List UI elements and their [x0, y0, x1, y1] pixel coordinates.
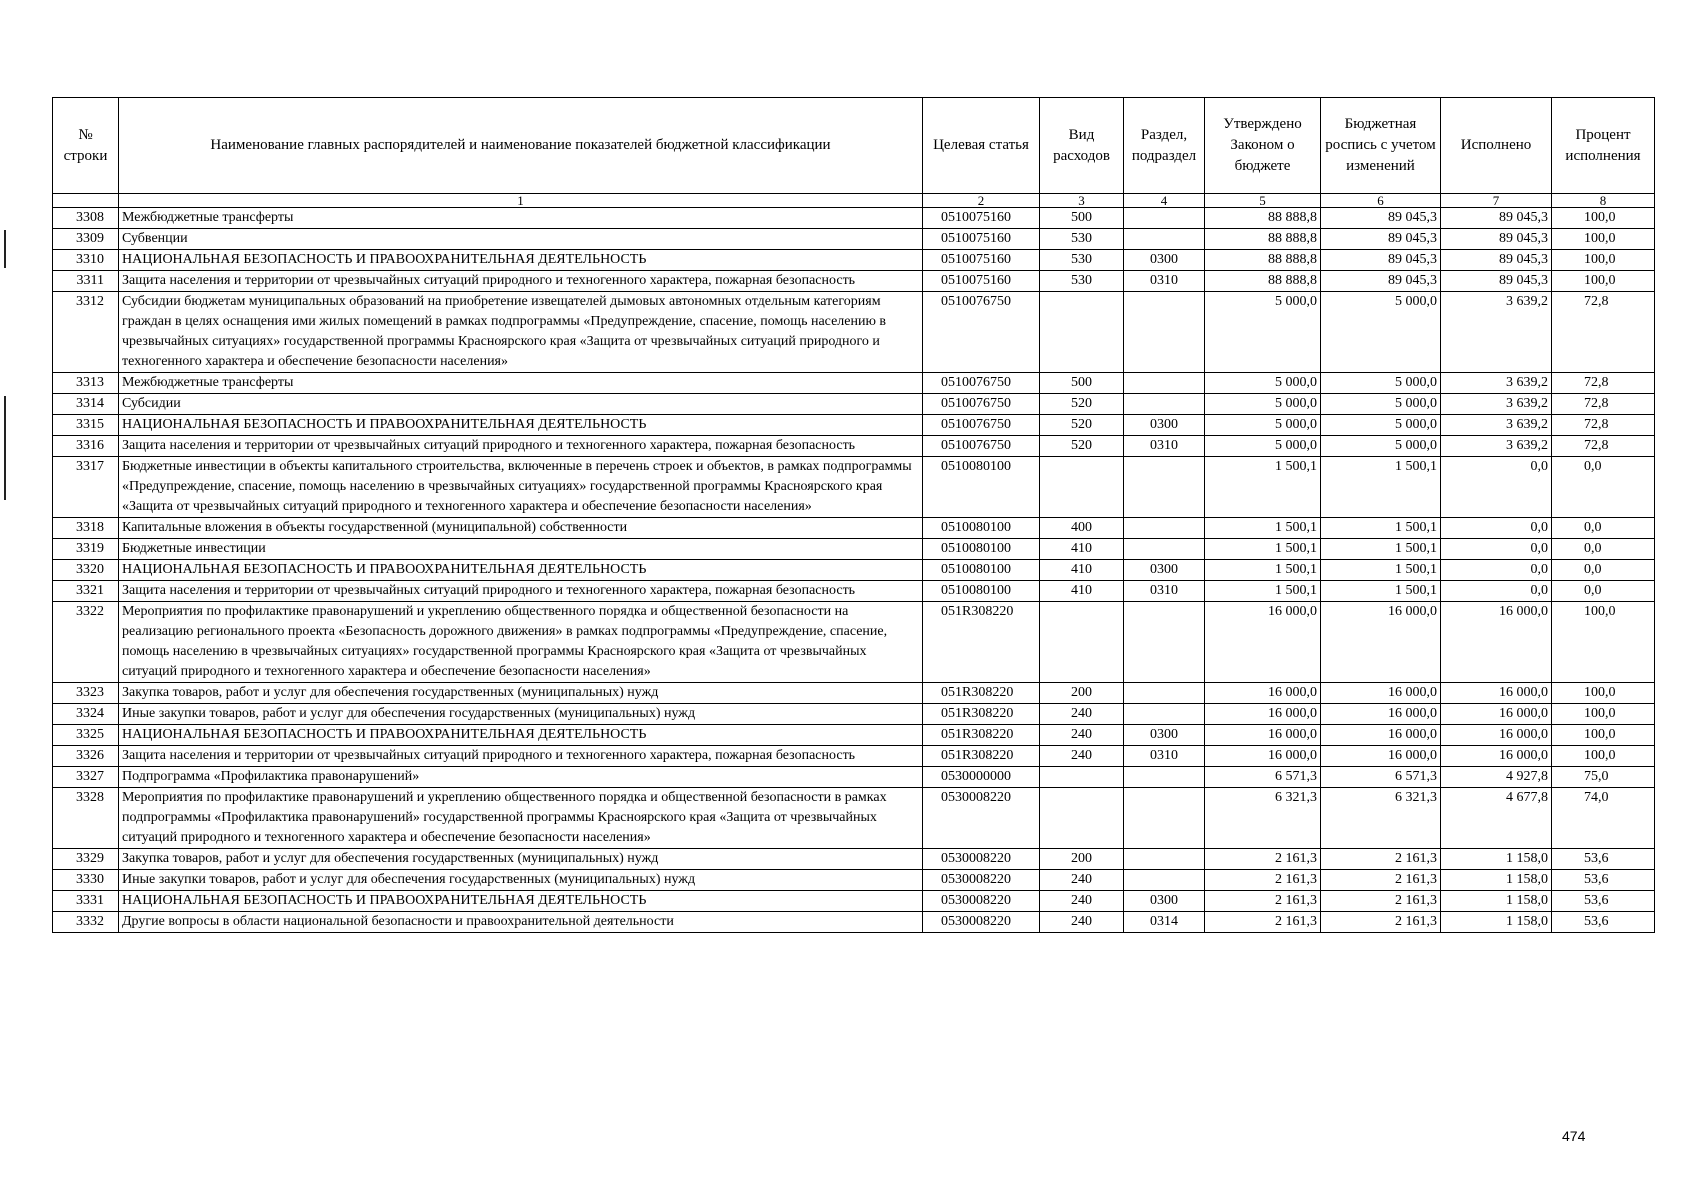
execution-percent: 100,0: [1552, 229, 1655, 250]
section-code: 0300: [1124, 250, 1205, 271]
section-code: [1124, 457, 1205, 518]
roster-amount: 89 045,3: [1321, 208, 1441, 229]
expense-type-code: 520: [1040, 415, 1124, 436]
expense-type-code: [1040, 788, 1124, 849]
executed-amount: 3 639,2: [1441, 292, 1552, 373]
table-row: [53, 229, 1655, 250]
approved-amount: 88 888,8: [1205, 250, 1321, 271]
approved-amount: 16 000,0: [1205, 602, 1321, 683]
section-code: 0314: [1124, 912, 1205, 933]
table-row: [53, 394, 1655, 415]
expense-type-code: 530: [1040, 271, 1124, 292]
executed-amount: 3 639,2: [1441, 373, 1552, 394]
execution-percent: 0,0: [1552, 539, 1655, 560]
approved-amount: 2 161,3: [1205, 912, 1321, 933]
table-row: [53, 581, 1655, 602]
section-code: [1124, 602, 1205, 683]
row-number: 3330: [53, 870, 119, 891]
executed-amount: 89 045,3: [1441, 250, 1552, 271]
header-executed: Исполнено: [1441, 98, 1552, 194]
header-percent: Процент исполнения: [1552, 98, 1655, 194]
executed-amount: 4 677,8: [1441, 788, 1552, 849]
expense-type-code: [1040, 457, 1124, 518]
indicator-name: Капитальные вложения в объекты государственной (муниципальной) собственности: [119, 518, 923, 539]
section-code: [1124, 788, 1205, 849]
execution-percent: 100,0: [1552, 208, 1655, 229]
approved-amount: 2 161,3: [1205, 849, 1321, 870]
table-row: [53, 746, 1655, 767]
indicator-name: НАЦИОНАЛЬНАЯ БЕЗОПАСНОСТЬ И ПРАВООХРАНИТЕЛЬНАЯ ДЕЯТЕЛЬНОСТЬ: [119, 725, 923, 746]
approved-amount: 88 888,8: [1205, 271, 1321, 292]
roster-amount: 5 000,0: [1321, 436, 1441, 457]
execution-percent: 72,8: [1552, 292, 1655, 373]
roster-amount: 2 161,3: [1321, 891, 1441, 912]
scan-edge-mark: [4, 230, 6, 268]
indicator-name: Иные закупки товаров, работ и услуг для обеспечения государственных (муниципальных) нужд: [119, 704, 923, 725]
header-budget-roster: Бюджетная роспись с учетом изменений: [1321, 98, 1441, 194]
column-number: [53, 194, 119, 208]
execution-percent: 100,0: [1552, 746, 1655, 767]
execution-percent: 100,0: [1552, 683, 1655, 704]
column-number: 8: [1552, 194, 1655, 208]
row-number: 3322: [53, 602, 119, 683]
target-article-code: 051R308220: [923, 746, 1040, 767]
section-code: 0310: [1124, 436, 1205, 457]
row-number: 3326: [53, 746, 119, 767]
row-number: 3317: [53, 457, 119, 518]
indicator-name: Субсидии бюджетам муниципальных образований на приобретение извещателей дымовых автономных отдельным категориям граждан в целях оснащения ими жилых помещений в рамках подпрограммы «Предупреждение, спасение, помощь населению в чрезвычайных ситуациях» государственной программы Красноярского края «Защита от чрезвычайных ситуаций природного и техногенного характера и обеспечение безопасности населения»: [119, 292, 923, 373]
row-number: 3320: [53, 560, 119, 581]
row-number: 3308: [53, 208, 119, 229]
target-article-code: 0510075160: [923, 229, 1040, 250]
execution-percent: 53,6: [1552, 912, 1655, 933]
indicator-name: Субсидии: [119, 394, 923, 415]
section-code: 0310: [1124, 581, 1205, 602]
budget-execution-table: [52, 97, 1655, 933]
target-article-code: 051R308220: [923, 683, 1040, 704]
table-row: [53, 891, 1655, 912]
expense-type-code: 240: [1040, 912, 1124, 933]
table-header-row: [53, 98, 1655, 194]
expense-type-code: 500: [1040, 208, 1124, 229]
executed-amount: 16 000,0: [1441, 725, 1552, 746]
expense-type-code: [1040, 767, 1124, 788]
header-target-article: Целевая статья: [923, 98, 1040, 194]
target-article-code: 0510076750: [923, 415, 1040, 436]
execution-percent: 53,6: [1552, 891, 1655, 912]
execution-percent: 53,6: [1552, 849, 1655, 870]
execution-percent: 72,8: [1552, 436, 1655, 457]
approved-amount: 6 571,3: [1205, 767, 1321, 788]
table-row: [53, 725, 1655, 746]
indicator-name: Мероприятия по профилактике правонарушений и укреплению общественного порядка и общественной безопасности на реализацию регионального проекта «Безопасность дорожного движения» в рамках подпрограммы «Предупреждение, спасение, помощь населению в чрезвычайных ситуациях» государственной программы Красноярского края «Защита от чрезвычайных ситуаций природного и техногенного характера и обеспечение безопасности населения»: [119, 602, 923, 683]
approved-amount: 16 000,0: [1205, 746, 1321, 767]
scan-edge-mark: [4, 396, 6, 500]
indicator-name: Иные закупки товаров, работ и услуг для обеспечения государственных (муниципальных) нужд: [119, 870, 923, 891]
section-code: [1124, 683, 1205, 704]
row-number: 3309: [53, 229, 119, 250]
indicator-name: Защита населения и территории от чрезвычайных ситуаций природного и техногенного характера, пожарная безопасность: [119, 746, 923, 767]
row-number: 3332: [53, 912, 119, 933]
table-row: [53, 208, 1655, 229]
indicator-name: Защита населения и территории от чрезвычайных ситуаций природного и техногенного характера, пожарная безопасность: [119, 436, 923, 457]
row-number: 3323: [53, 683, 119, 704]
executed-amount: 89 045,3: [1441, 229, 1552, 250]
table-row: [53, 457, 1655, 518]
target-article-code: 051R308220: [923, 602, 1040, 683]
table-row: [53, 415, 1655, 436]
approved-amount: 1 500,1: [1205, 539, 1321, 560]
executed-amount: 89 045,3: [1441, 208, 1552, 229]
approved-amount: 88 888,8: [1205, 208, 1321, 229]
row-number: 3324: [53, 704, 119, 725]
execution-percent: 0,0: [1552, 581, 1655, 602]
row-number: 3331: [53, 891, 119, 912]
indicator-name: НАЦИОНАЛЬНАЯ БЕЗОПАСНОСТЬ И ПРАВООХРАНИТЕЛЬНАЯ ДЕЯТЕЛЬНОСТЬ: [119, 415, 923, 436]
indicator-name: НАЦИОНАЛЬНАЯ БЕЗОПАСНОСТЬ И ПРАВООХРАНИТЕЛЬНАЯ ДЕЯТЕЛЬНОСТЬ: [119, 250, 923, 271]
table-row: [53, 292, 1655, 373]
target-article-code: 0510075160: [923, 250, 1040, 271]
row-number: 3329: [53, 849, 119, 870]
roster-amount: 5 000,0: [1321, 394, 1441, 415]
column-number: 1: [119, 194, 923, 208]
indicator-name: Межбюджетные трансферты: [119, 373, 923, 394]
table-row: [53, 788, 1655, 849]
header-name: Наименование главных распорядителей и наименование показателей бюджетной классификации: [119, 98, 923, 194]
expense-type-code: 240: [1040, 704, 1124, 725]
execution-percent: 100,0: [1552, 602, 1655, 683]
section-code: 0300: [1124, 891, 1205, 912]
table-row: [53, 602, 1655, 683]
table-row: [53, 560, 1655, 581]
indicator-name: Межбюджетные трансферты: [119, 208, 923, 229]
expense-type-code: 410: [1040, 581, 1124, 602]
target-article-code: 0530008220: [923, 912, 1040, 933]
execution-percent: 75,0: [1552, 767, 1655, 788]
target-article-code: 0510076750: [923, 436, 1040, 457]
roster-amount: 6 571,3: [1321, 767, 1441, 788]
table-row: [53, 271, 1655, 292]
roster-amount: 2 161,3: [1321, 870, 1441, 891]
roster-amount: 89 045,3: [1321, 271, 1441, 292]
section-code: [1124, 394, 1205, 415]
executed-amount: 16 000,0: [1441, 683, 1552, 704]
approved-amount: 5 000,0: [1205, 373, 1321, 394]
roster-amount: 1 500,1: [1321, 539, 1441, 560]
roster-amount: 16 000,0: [1321, 725, 1441, 746]
section-code: 0310: [1124, 746, 1205, 767]
expense-type-code: 410: [1040, 539, 1124, 560]
executed-amount: 0,0: [1441, 581, 1552, 602]
table-row: [53, 704, 1655, 725]
expense-type-code: [1040, 602, 1124, 683]
expense-type-code: 500: [1040, 373, 1124, 394]
target-article-code: 0530008220: [923, 788, 1040, 849]
approved-amount: 1 500,1: [1205, 560, 1321, 581]
header-section: Раздел, подраздел: [1124, 98, 1205, 194]
column-number: 5: [1205, 194, 1321, 208]
roster-amount: 1 500,1: [1321, 560, 1441, 581]
approved-amount: 16 000,0: [1205, 683, 1321, 704]
approved-amount: 5 000,0: [1205, 436, 1321, 457]
executed-amount: 1 158,0: [1441, 870, 1552, 891]
approved-amount: 16 000,0: [1205, 704, 1321, 725]
table-row: [53, 539, 1655, 560]
section-code: [1124, 870, 1205, 891]
roster-amount: 5 000,0: [1321, 292, 1441, 373]
executed-amount: 3 639,2: [1441, 436, 1552, 457]
indicator-name: Защита населения и территории от чрезвычайных ситуаций природного и техногенного характера, пожарная безопасность: [119, 271, 923, 292]
approved-amount: 88 888,8: [1205, 229, 1321, 250]
section-code: [1124, 229, 1205, 250]
executed-amount: 0,0: [1441, 539, 1552, 560]
execution-percent: 100,0: [1552, 704, 1655, 725]
target-article-code: 0530000000: [923, 767, 1040, 788]
executed-amount: 16 000,0: [1441, 704, 1552, 725]
executed-amount: 3 639,2: [1441, 394, 1552, 415]
table-row: [53, 373, 1655, 394]
indicator-name: Бюджетные инвестиции в объекты капитального строительства, включенные в перечень строек и объектов, в рамках подпрограммы «Предупреждение, спасение, помощь населению в чрезвычайных ситуациях» государственной программы Красноярского края «Защита от чрезвычайных ситуаций природного и техногенного характера и обеспечение безопасности населения»: [119, 457, 923, 518]
execution-percent: 0,0: [1552, 518, 1655, 539]
executed-amount: 89 045,3: [1441, 271, 1552, 292]
table-row: [53, 767, 1655, 788]
execution-percent: 72,8: [1552, 415, 1655, 436]
roster-amount: 2 161,3: [1321, 912, 1441, 933]
section-code: [1124, 539, 1205, 560]
indicator-name: Мероприятия по профилактике правонарушений и укреплению общественного порядка и общественной безопасности в рамках подпрограммы «Профилактика правонарушений» государственной программы Красноярского края «Защита от чрезвычайных ситуаций природного и техногенного характера и обеспечение безопасности населения»: [119, 788, 923, 849]
row-number: 3311: [53, 271, 119, 292]
section-code: [1124, 208, 1205, 229]
approved-amount: 2 161,3: [1205, 891, 1321, 912]
executed-amount: 1 158,0: [1441, 891, 1552, 912]
execution-percent: 100,0: [1552, 250, 1655, 271]
section-code: 0300: [1124, 415, 1205, 436]
roster-amount: 1 500,1: [1321, 518, 1441, 539]
executed-amount: 0,0: [1441, 518, 1552, 539]
section-code: [1124, 849, 1205, 870]
indicator-name: НАЦИОНАЛЬНАЯ БЕЗОПАСНОСТЬ И ПРАВООХРАНИТЕЛЬНАЯ ДЕЯТЕЛЬНОСТЬ: [119, 560, 923, 581]
column-number-row: [53, 194, 1655, 208]
expense-type-code: 520: [1040, 436, 1124, 457]
row-number: 3314: [53, 394, 119, 415]
indicator-name: Субвенции: [119, 229, 923, 250]
header-expense-type: Вид расходов: [1040, 98, 1124, 194]
executed-amount: 0,0: [1441, 560, 1552, 581]
executed-amount: 4 927,8: [1441, 767, 1552, 788]
expense-type-code: 240: [1040, 725, 1124, 746]
roster-amount: 16 000,0: [1321, 602, 1441, 683]
section-code: 0310: [1124, 271, 1205, 292]
column-number: 4: [1124, 194, 1205, 208]
roster-amount: 1 500,1: [1321, 457, 1441, 518]
expense-type-code: 530: [1040, 229, 1124, 250]
roster-amount: 89 045,3: [1321, 250, 1441, 271]
roster-amount: 5 000,0: [1321, 373, 1441, 394]
execution-percent: 0,0: [1552, 560, 1655, 581]
approved-amount: 6 321,3: [1205, 788, 1321, 849]
page-number: 474: [1562, 1128, 1586, 1144]
indicator-name: Бюджетные инвестиции: [119, 539, 923, 560]
expense-type-code: 410: [1040, 560, 1124, 581]
section-code: [1124, 704, 1205, 725]
approved-amount: 1 500,1: [1205, 518, 1321, 539]
execution-percent: 74,0: [1552, 788, 1655, 849]
row-number: 3310: [53, 250, 119, 271]
expense-type-code: 200: [1040, 849, 1124, 870]
expense-type-code: 400: [1040, 518, 1124, 539]
roster-amount: 1 500,1: [1321, 581, 1441, 602]
row-number: 3315: [53, 415, 119, 436]
section-code: 0300: [1124, 560, 1205, 581]
target-article-code: 051R308220: [923, 704, 1040, 725]
expense-type-code: 240: [1040, 746, 1124, 767]
roster-amount: 16 000,0: [1321, 704, 1441, 725]
indicator-name: Закупка товаров, работ и услуг для обеспечения государственных (муниципальных) нужд: [119, 849, 923, 870]
row-number: 3327: [53, 767, 119, 788]
table-row: [53, 518, 1655, 539]
target-article-code: 0510080100: [923, 518, 1040, 539]
executed-amount: 3 639,2: [1441, 415, 1552, 436]
target-article-code: 0530008220: [923, 870, 1040, 891]
indicator-name: Другие вопросы в области национальной безопасности и правоохранительной деятельности: [119, 912, 923, 933]
target-article-code: 0510076750: [923, 292, 1040, 373]
execution-percent: 72,8: [1552, 373, 1655, 394]
column-number: 3: [1040, 194, 1124, 208]
row-number: 3319: [53, 539, 119, 560]
expense-type-code: [1040, 292, 1124, 373]
column-number: 2: [923, 194, 1040, 208]
row-number: 3312: [53, 292, 119, 373]
roster-amount: 6 321,3: [1321, 788, 1441, 849]
approved-amount: 1 500,1: [1205, 457, 1321, 518]
row-number: 3321: [53, 581, 119, 602]
expense-type-code: 240: [1040, 870, 1124, 891]
approved-amount: 1 500,1: [1205, 581, 1321, 602]
approved-amount: 16 000,0: [1205, 725, 1321, 746]
target-article-code: 0510080100: [923, 457, 1040, 518]
section-code: [1124, 292, 1205, 373]
roster-amount: 5 000,0: [1321, 415, 1441, 436]
row-number: 3328: [53, 788, 119, 849]
expense-type-code: 240: [1040, 891, 1124, 912]
target-article-code: 0530008220: [923, 891, 1040, 912]
execution-percent: 0,0: [1552, 457, 1655, 518]
section-code: [1124, 767, 1205, 788]
approved-amount: 5 000,0: [1205, 415, 1321, 436]
column-number: 6: [1321, 194, 1441, 208]
executed-amount: 0,0: [1441, 457, 1552, 518]
indicator-name: НАЦИОНАЛЬНАЯ БЕЗОПАСНОСТЬ И ПРАВООХРАНИТЕЛЬНАЯ ДЕЯТЕЛЬНОСТЬ: [119, 891, 923, 912]
executed-amount: 16 000,0: [1441, 602, 1552, 683]
indicator-name: Закупка товаров, работ и услуг для обеспечения государственных (муниципальных) нужд: [119, 683, 923, 704]
table-row: [53, 683, 1655, 704]
row-number: 3318: [53, 518, 119, 539]
target-article-code: 0530008220: [923, 849, 1040, 870]
expense-type-code: 200: [1040, 683, 1124, 704]
table-row: [53, 849, 1655, 870]
target-article-code: 0510075160: [923, 271, 1040, 292]
executed-amount: 16 000,0: [1441, 746, 1552, 767]
header-approved: Утверждено Законом о бюджете: [1205, 98, 1321, 194]
approved-amount: 5 000,0: [1205, 292, 1321, 373]
target-article-code: 0510080100: [923, 539, 1040, 560]
indicator-name: Подпрограмма «Профилактика правонарушений»: [119, 767, 923, 788]
section-code: [1124, 373, 1205, 394]
row-number: 3313: [53, 373, 119, 394]
section-code: [1124, 518, 1205, 539]
row-number: 3316: [53, 436, 119, 457]
target-article-code: 0510076750: [923, 394, 1040, 415]
table-row: [53, 436, 1655, 457]
indicator-name: Защита населения и территории от чрезвычайных ситуаций природного и техногенного характера, пожарная безопасность: [119, 581, 923, 602]
approved-amount: 2 161,3: [1205, 870, 1321, 891]
target-article-code: 0510075160: [923, 208, 1040, 229]
roster-amount: 16 000,0: [1321, 683, 1441, 704]
expense-type-code: 530: [1040, 250, 1124, 271]
table-row: [53, 250, 1655, 271]
section-code: 0300: [1124, 725, 1205, 746]
table-row: [53, 912, 1655, 933]
roster-amount: 16 000,0: [1321, 746, 1441, 767]
column-number: 7: [1441, 194, 1552, 208]
execution-percent: 100,0: [1552, 725, 1655, 746]
execution-percent: 53,6: [1552, 870, 1655, 891]
row-number: 3325: [53, 725, 119, 746]
header-row-number: № строки: [53, 98, 119, 194]
roster-amount: 2 161,3: [1321, 849, 1441, 870]
executed-amount: 1 158,0: [1441, 849, 1552, 870]
target-article-code: 0510076750: [923, 373, 1040, 394]
execution-percent: 72,8: [1552, 394, 1655, 415]
executed-amount: 1 158,0: [1441, 912, 1552, 933]
target-article-code: 0510080100: [923, 581, 1040, 602]
expense-type-code: 520: [1040, 394, 1124, 415]
target-article-code: 051R308220: [923, 725, 1040, 746]
execution-percent: 100,0: [1552, 271, 1655, 292]
target-article-code: 0510080100: [923, 560, 1040, 581]
approved-amount: 5 000,0: [1205, 394, 1321, 415]
roster-amount: 89 045,3: [1321, 229, 1441, 250]
table-row: [53, 870, 1655, 891]
